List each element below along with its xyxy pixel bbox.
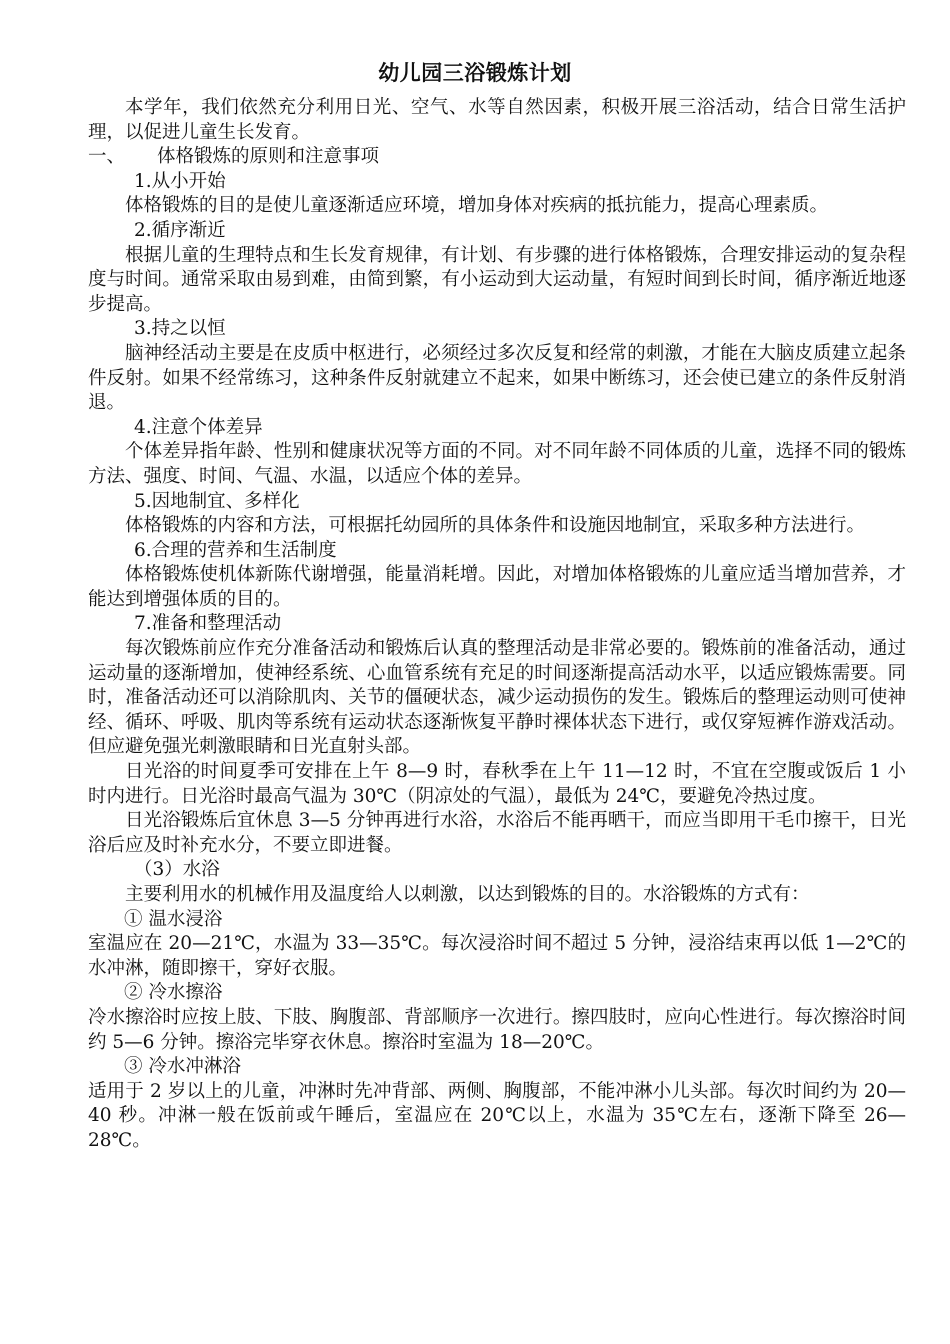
item-text: 脑神经活动主要是在皮质中枢进行，必须经过多次反复和经常的刺激，才能在大脑皮质建立起条件反射。如果不经常练习，这种条件反射就建立不起来，如果中断练习，还会使已建立的条件反射消退。 <box>88 342 906 414</box>
method-heading: ③ 冷水冲淋浴 <box>124 1056 241 1078</box>
intro-paragraph: 本学年，我们依然充分利用日光、空气、水等自然因素，积极开展三浴活动，结合日常生活护理，以促进儿童生长发育。 <box>88 97 906 143</box>
water-bath-heading: （3）水浴 <box>134 859 220 881</box>
item-heading: 7.准备和整理活动 <box>134 613 282 635</box>
sunbath-rest-paragraph: 日光浴锻炼后宜休息 3—5 分钟再进行水浴，水浴后不能再晒干，而应当即用干毛巾擦干，日光浴后应及时补充水分，不要立即进餐。 <box>88 810 906 856</box>
item-heading: 5.因地制宜、多样化 <box>134 490 300 512</box>
item-heading: 1.从小开始 <box>134 170 226 192</box>
section-number: 一、 <box>88 146 126 168</box>
item-text: 体格锻炼使机体新陈代谢增强，能量消耗增。因此，对增加体格锻炼的儿童应适当增加营养，才能达到增强体质的目的。 <box>88 564 906 610</box>
sunbath-time-paragraph: 日光浴的时间夏季可安排在上午 8—9 时，春秋季在上午 11—12 时，不宜在空腹或饭后 1 小时内进行。日光浴时最高气温为 30℃（阴凉处的气温），最低为 24℃，要避免冷热过度。 <box>88 761 906 807</box>
item-heading: 2.循序渐近 <box>134 219 226 241</box>
item-heading: 4.注意个体差异 <box>134 416 263 438</box>
item-text: 个体差异指年龄、性别和健康状况等方面的不同。对不同年龄不同体质的儿童，选择不同的锻炼方法、强度、时间、气温、水温，以适应个体的差异。 <box>88 441 906 487</box>
section-heading-text: 体格锻炼的原则和注意事项 <box>157 146 380 168</box>
document-body <box>88 96 906 1154</box>
section-heading <box>88 145 906 170</box>
item-heading: 6.合理的营养和生活制度 <box>134 539 337 561</box>
method-heading: ① 温水浸浴 <box>124 908 223 930</box>
item-text: 根据儿童的生理特点和生长发育规律，有计划、有步骤的进行体格锻炼，合理安排运动的复杂程度与时间。通常采取由易到难，由简到繁，有小运动到大运动量，有短时间到长时间，循序渐近地逐步提高。 <box>88 244 906 315</box>
method-text: 适用于 2 岁以上的儿童，冲淋时先冲背部、两侧、胸腹部，不能冲淋小儿头部。每次时间约为 20—40 秒。冲淋一般在饭前或午睡后，室温应在 20℃以上，水温为 35℃左右，逐渐下降至 26—28℃。 <box>88 1080 906 1151</box>
item-text: 体格锻炼的内容和方法，可根据托幼园所的具体条件和设施因地制宜，采取多种方法进行。 <box>125 515 866 537</box>
water-bath-intro: 主要利用水的机械作用及温度给人以刺激，以达到锻炼的目的。水浴锻炼的方式有： <box>125 884 810 905</box>
document-title: 幼儿园三浴锻炼计划 <box>378 60 572 85</box>
method-heading: ② 冷水擦浴 <box>124 982 223 1004</box>
method-text: 冷水擦浴时应按上肢、下肢、胸腹部、背部顺序一次进行。擦四肢时，应向心性进行。每次擦浴时间约 5—6 分钟。擦浴完毕穿衣休息。擦浴时室温为 18—20℃。 <box>88 1006 906 1053</box>
item-heading: 3.持之以恒 <box>134 318 226 340</box>
item-text: 每次锻炼前应作充分准备活动和锻炼后认真的整理活动是非常必要的。锻炼前的准备活动，通过运动量的逐渐增加，使神经系统、心血管系统有充足的时间逐渐提高活动水平，以适应锻炼需要。同时，准备活动还可以消除肌肉、关节的僵硬状态，减少运动损伤的发生。锻炼后的整理运动则可使神经、循环、呼吸、肌肉等系统有运动状态逐渐恢复平静时裸体状态下进行，或仅穿短裤作游戏活动。但应避免强光刺激眼睛和日光直射头部。 <box>88 638 906 758</box>
item-text: 体格锻炼的目的是使儿童逐渐适应环境，增加身体对疾病的抵抗能力，提高心理素质。 <box>125 195 829 217</box>
method-text: 室温应在 20—21℃，水温为 33—35℃。每次浸浴时间不超过 5 分钟，浸浴结束再以低 1—2℃的水冲淋，随即擦干，穿好衣服。 <box>88 933 906 979</box>
